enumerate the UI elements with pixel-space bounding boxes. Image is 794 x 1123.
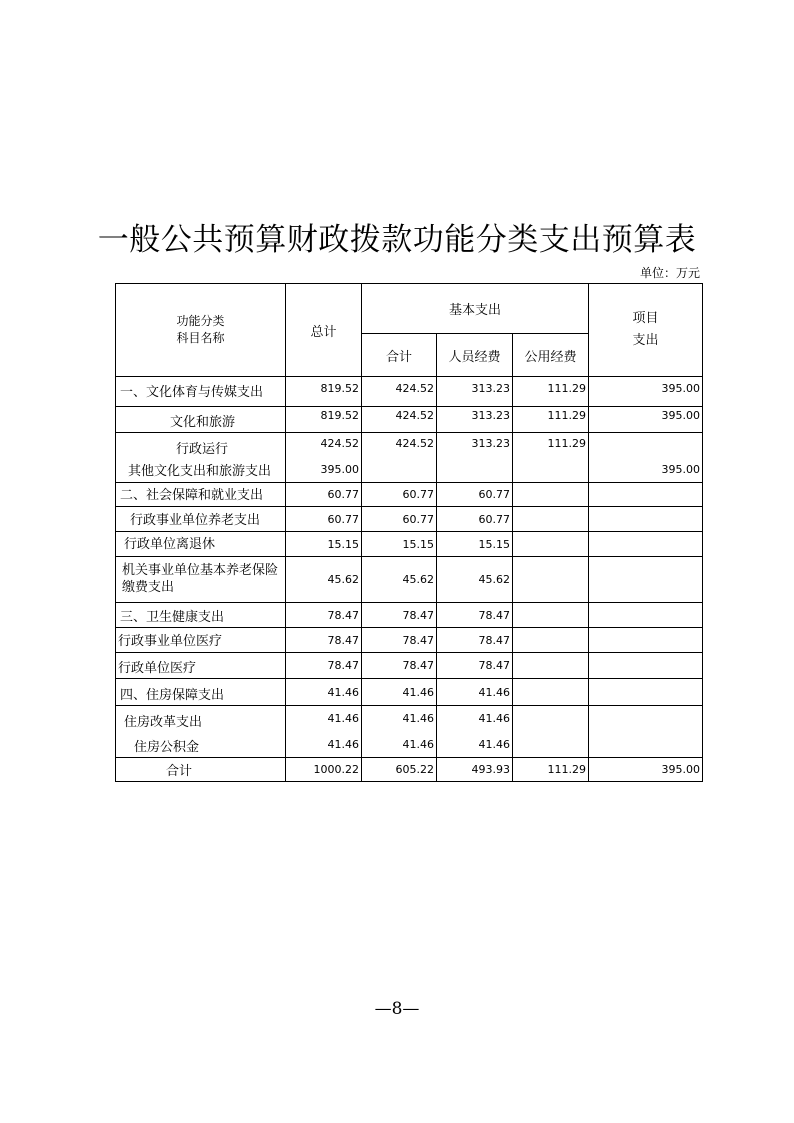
row-name: 机关事业单位基本养老保险缴费支出 xyxy=(116,557,286,603)
row-personnel: 78.47 xyxy=(437,603,513,628)
table-row xyxy=(116,377,703,407)
row-project xyxy=(589,732,703,758)
row-public xyxy=(513,732,589,758)
table-row xyxy=(116,679,703,706)
row-public xyxy=(513,532,589,557)
row-total: 78.47 xyxy=(286,603,362,628)
row-total: 45.62 xyxy=(286,557,362,603)
row-personnel: 313.23 xyxy=(437,377,513,407)
row-personnel: 313.23 xyxy=(437,433,513,459)
row-personnel: 45.62 xyxy=(437,557,513,603)
row-basic-total: 424.52 xyxy=(362,433,437,459)
row-basic-total: 41.46 xyxy=(362,732,437,758)
table-row xyxy=(116,628,703,653)
header-category xyxy=(116,284,286,377)
row-total: 424.52 xyxy=(286,433,362,459)
row-name: 行政事业单位医疗 xyxy=(116,628,286,653)
row-personnel: 78.47 xyxy=(437,653,513,679)
header-category-line1: 功能分类 xyxy=(176,314,225,328)
row-basic-total: 605.22 xyxy=(362,758,437,782)
header-basic: 基本支出 xyxy=(362,284,589,334)
row-public xyxy=(513,507,589,532)
row-total: 41.46 xyxy=(286,732,362,758)
header-total: 总计 xyxy=(286,284,362,377)
row-project xyxy=(589,532,703,557)
row-public xyxy=(513,653,589,679)
table-row xyxy=(116,459,703,483)
row-basic-total: 45.62 xyxy=(362,557,437,603)
row-personnel: 493.93 xyxy=(437,758,513,782)
header-personnel: 人员经费 xyxy=(437,334,513,377)
table-row xyxy=(116,407,703,433)
row-basic-total: 60.77 xyxy=(362,483,437,507)
row-project xyxy=(589,706,703,732)
row-total: 819.52 xyxy=(286,407,362,433)
row-total: 60.77 xyxy=(286,507,362,532)
row-project: 395.00 xyxy=(589,758,703,782)
row-total: 78.47 xyxy=(286,628,362,653)
page-title: 一般公共预算财政拨款功能分类支出预算表 xyxy=(97,222,697,258)
row-name: 住房改革支出 xyxy=(116,706,286,732)
row-project: 395.00 xyxy=(589,377,703,407)
row-personnel: 41.46 xyxy=(437,679,513,706)
row-basic-total: 78.47 xyxy=(362,628,437,653)
header-public: 公用经费 xyxy=(513,334,589,377)
row-personnel: 41.46 xyxy=(437,732,513,758)
table-row xyxy=(116,507,703,532)
row-total: 60.77 xyxy=(286,483,362,507)
row-public: 111.29 xyxy=(513,407,589,433)
row-public xyxy=(513,459,589,483)
row-basic-total: 424.52 xyxy=(362,377,437,407)
row-name: 文化和旅游 xyxy=(116,407,286,433)
table-row xyxy=(116,706,703,732)
row-name: 合计 xyxy=(116,758,286,782)
row-name: 三、卫生健康支出 xyxy=(116,603,286,628)
row-basic-total: 78.47 xyxy=(362,603,437,628)
table-row xyxy=(116,557,703,603)
table-row xyxy=(116,433,703,459)
row-name: 行政运行 xyxy=(116,433,286,459)
row-public xyxy=(513,679,589,706)
row-project: 395.00 xyxy=(589,459,703,483)
table-row xyxy=(116,732,703,758)
row-name: 二、社会保障和就业支出 xyxy=(116,483,286,507)
row-basic-total: 78.47 xyxy=(362,653,437,679)
row-name: 其他文化支出和旅游支出 xyxy=(116,459,286,483)
row-public: 111.29 xyxy=(513,433,589,459)
row-project xyxy=(589,653,703,679)
row-name: 四、住房保障支出 xyxy=(116,679,286,706)
row-public xyxy=(513,483,589,507)
table-row xyxy=(116,532,703,557)
row-public: 111.29 xyxy=(513,377,589,407)
row-total: 15.15 xyxy=(286,532,362,557)
header-project xyxy=(589,284,703,377)
table-header-row xyxy=(116,284,703,334)
row-basic-total: 41.46 xyxy=(362,706,437,732)
row-personnel: 78.47 xyxy=(437,628,513,653)
row-basic-total: 15.15 xyxy=(362,532,437,557)
row-project xyxy=(589,557,703,603)
row-name: 行政单位医疗 xyxy=(116,653,286,679)
unit-label: 单位：万元 xyxy=(639,266,700,280)
header-category-line2: 科目名称 xyxy=(176,331,225,345)
table-row xyxy=(116,603,703,628)
row-public xyxy=(513,557,589,603)
row-name: 住房公积金 xyxy=(116,732,286,758)
row-personnel xyxy=(437,459,513,483)
row-basic-total: 41.46 xyxy=(362,679,437,706)
row-personnel: 41.46 xyxy=(437,706,513,732)
row-project xyxy=(589,679,703,706)
row-name: 一、文化体育与传媒支出 xyxy=(116,377,286,407)
row-total: 395.00 xyxy=(286,459,362,483)
header-project-line2: 支出 xyxy=(632,333,659,348)
row-project xyxy=(589,507,703,532)
budget-table xyxy=(115,283,703,782)
row-public xyxy=(513,706,589,732)
row-project: 395.00 xyxy=(589,407,703,433)
row-personnel: 60.77 xyxy=(437,507,513,532)
row-project xyxy=(589,483,703,507)
row-public xyxy=(513,603,589,628)
row-total: 78.47 xyxy=(286,653,362,679)
row-project xyxy=(589,433,703,459)
row-total: 41.46 xyxy=(286,706,362,732)
row-personnel: 313.23 xyxy=(437,407,513,433)
row-basic-total: 424.52 xyxy=(362,407,437,433)
row-basic-total xyxy=(362,459,437,483)
page-number: —8— xyxy=(374,999,420,1019)
table-row xyxy=(116,653,703,679)
header-basic-total: 合计 xyxy=(362,334,437,377)
row-public xyxy=(513,628,589,653)
row-name: 行政单位离退休 xyxy=(116,532,286,557)
header-project-line1: 项目 xyxy=(632,311,659,326)
row-public: 111.29 xyxy=(513,758,589,782)
row-personnel: 15.15 xyxy=(437,532,513,557)
row-project xyxy=(589,628,703,653)
row-total: 1000.22 xyxy=(286,758,362,782)
row-personnel: 60.77 xyxy=(437,483,513,507)
row-basic-total: 60.77 xyxy=(362,507,437,532)
table-total-row xyxy=(116,758,703,782)
row-project xyxy=(589,603,703,628)
row-name: 行政事业单位养老支出 xyxy=(116,507,286,532)
table-row xyxy=(116,483,703,507)
row-total: 41.46 xyxy=(286,679,362,706)
row-total: 819.52 xyxy=(286,377,362,407)
